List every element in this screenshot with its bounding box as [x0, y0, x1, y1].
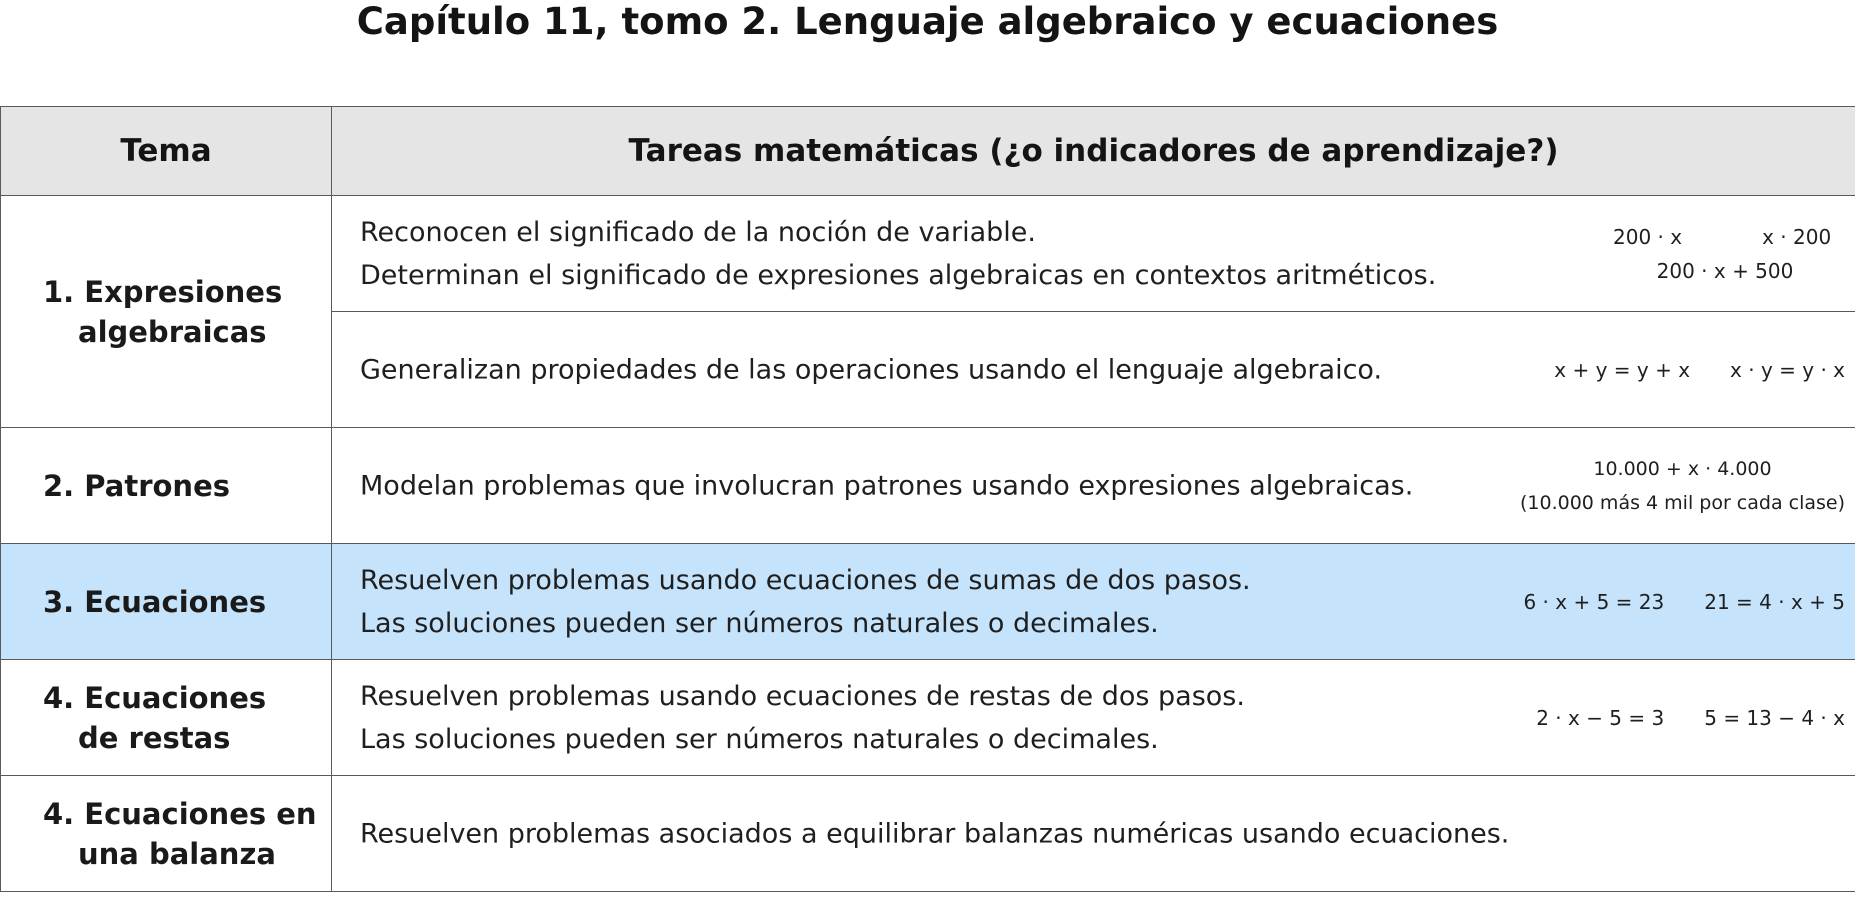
- task-line: Las soluciones pueden ser números naturales o decimales.: [360, 607, 1159, 639]
- task-line: Resuelven problemas asociados a equilibrar balanzas numéricas usando ecuaciones.: [360, 818, 1510, 849]
- topic-label-line2: algebraicas: [78, 314, 267, 349]
- topic-label-line2: de restas: [78, 720, 231, 755]
- topic-label-line2: una balanza: [78, 836, 276, 871]
- table-row: [1, 196, 1855, 312]
- example-note: (10.000 más 4 mil por cada clase): [1520, 491, 1845, 514]
- example-expression: x · y = y · x: [1730, 357, 1845, 382]
- example-expressions: [1520, 452, 1845, 520]
- topic-label: 2. Patrones: [43, 468, 230, 503]
- example-expression: x · 200: [1762, 224, 1832, 249]
- topic-label: 1. Expresiones: [43, 274, 283, 309]
- task-cell: [332, 312, 1855, 428]
- topic-label: 4. Ecuaciones: [43, 680, 267, 715]
- topic-label: 4. Ecuaciones en: [43, 796, 317, 831]
- task-line: Las soluciones pueden ser números naturales o decimales.: [360, 723, 1159, 755]
- task-text: [360, 559, 1251, 645]
- task-line: Modelan problemas que involucran patrones usando expresiones algebraicas.: [360, 470, 1414, 501]
- task-line: Determinan el significado de expresiones algebraicas en contextos aritméticos.: [360, 259, 1437, 291]
- task-cell: [332, 776, 1855, 892]
- task-text: [360, 464, 1413, 507]
- topic-cell: [1, 544, 332, 660]
- task-line: Resuelven problemas usando ecuaciones de restas de dos pasos.: [360, 680, 1245, 712]
- task-cell: [332, 428, 1855, 544]
- task-cell: [332, 660, 1855, 776]
- example-expression: x + y = y + x: [1554, 357, 1691, 382]
- task-text: [360, 812, 1509, 855]
- table-row: [1, 660, 1855, 776]
- task-line: Generalizan propiedades de las operaciones usando el lenguaje algebraico.: [360, 354, 1383, 385]
- example-expressions: [1536, 701, 1845, 735]
- example-expressions: [1523, 585, 1845, 619]
- task-text: [360, 348, 1382, 391]
- topic-cell: [1, 660, 332, 776]
- example-expression: 200 · x: [1613, 224, 1683, 249]
- topic-cell: [1, 776, 332, 892]
- task-line: Resuelven problemas usando ecuaciones de sumas de dos pasos.: [360, 564, 1251, 596]
- page-title: Capítulo 11, tomo 2. Lenguaje algebraico y ecuaciones: [356, 0, 1499, 43]
- task-text: [360, 211, 1436, 297]
- curriculum-table: [0, 106, 1855, 892]
- topic-cell: [1, 428, 332, 544]
- topic-label: 3. Ecuaciones: [43, 584, 267, 619]
- table-row-highlighted: [1, 544, 1855, 660]
- example-expression: 200 · x + 500: [1656, 258, 1794, 283]
- task-cell: [332, 544, 1855, 660]
- header-tasks: Tareas matemáticas (¿o indicadores de aprendizaje?): [332, 107, 1855, 196]
- header-topic: Tema: [1, 107, 332, 196]
- table-row: [1, 428, 1855, 544]
- example-expressions: [1554, 353, 1845, 387]
- table-row: [1, 776, 1855, 892]
- table-header-row: [1, 107, 1855, 196]
- example-expression: 5 = 13 − 4 · x: [1704, 705, 1845, 730]
- example-expressions: [1605, 220, 1845, 288]
- topic-cell: [1, 196, 332, 428]
- task-line: Reconocen el significado de la noción de variable.: [360, 216, 1036, 248]
- example-expression: 6 · x + 5 = 23: [1523, 589, 1665, 614]
- task-cell: [332, 196, 1855, 312]
- example-expression: 10.000 + x · 4.000: [1593, 457, 1772, 480]
- example-expression: 21 = 4 · x + 5: [1704, 589, 1845, 614]
- example-expression: 2 · x − 5 = 3: [1536, 705, 1665, 730]
- task-text: [360, 675, 1245, 761]
